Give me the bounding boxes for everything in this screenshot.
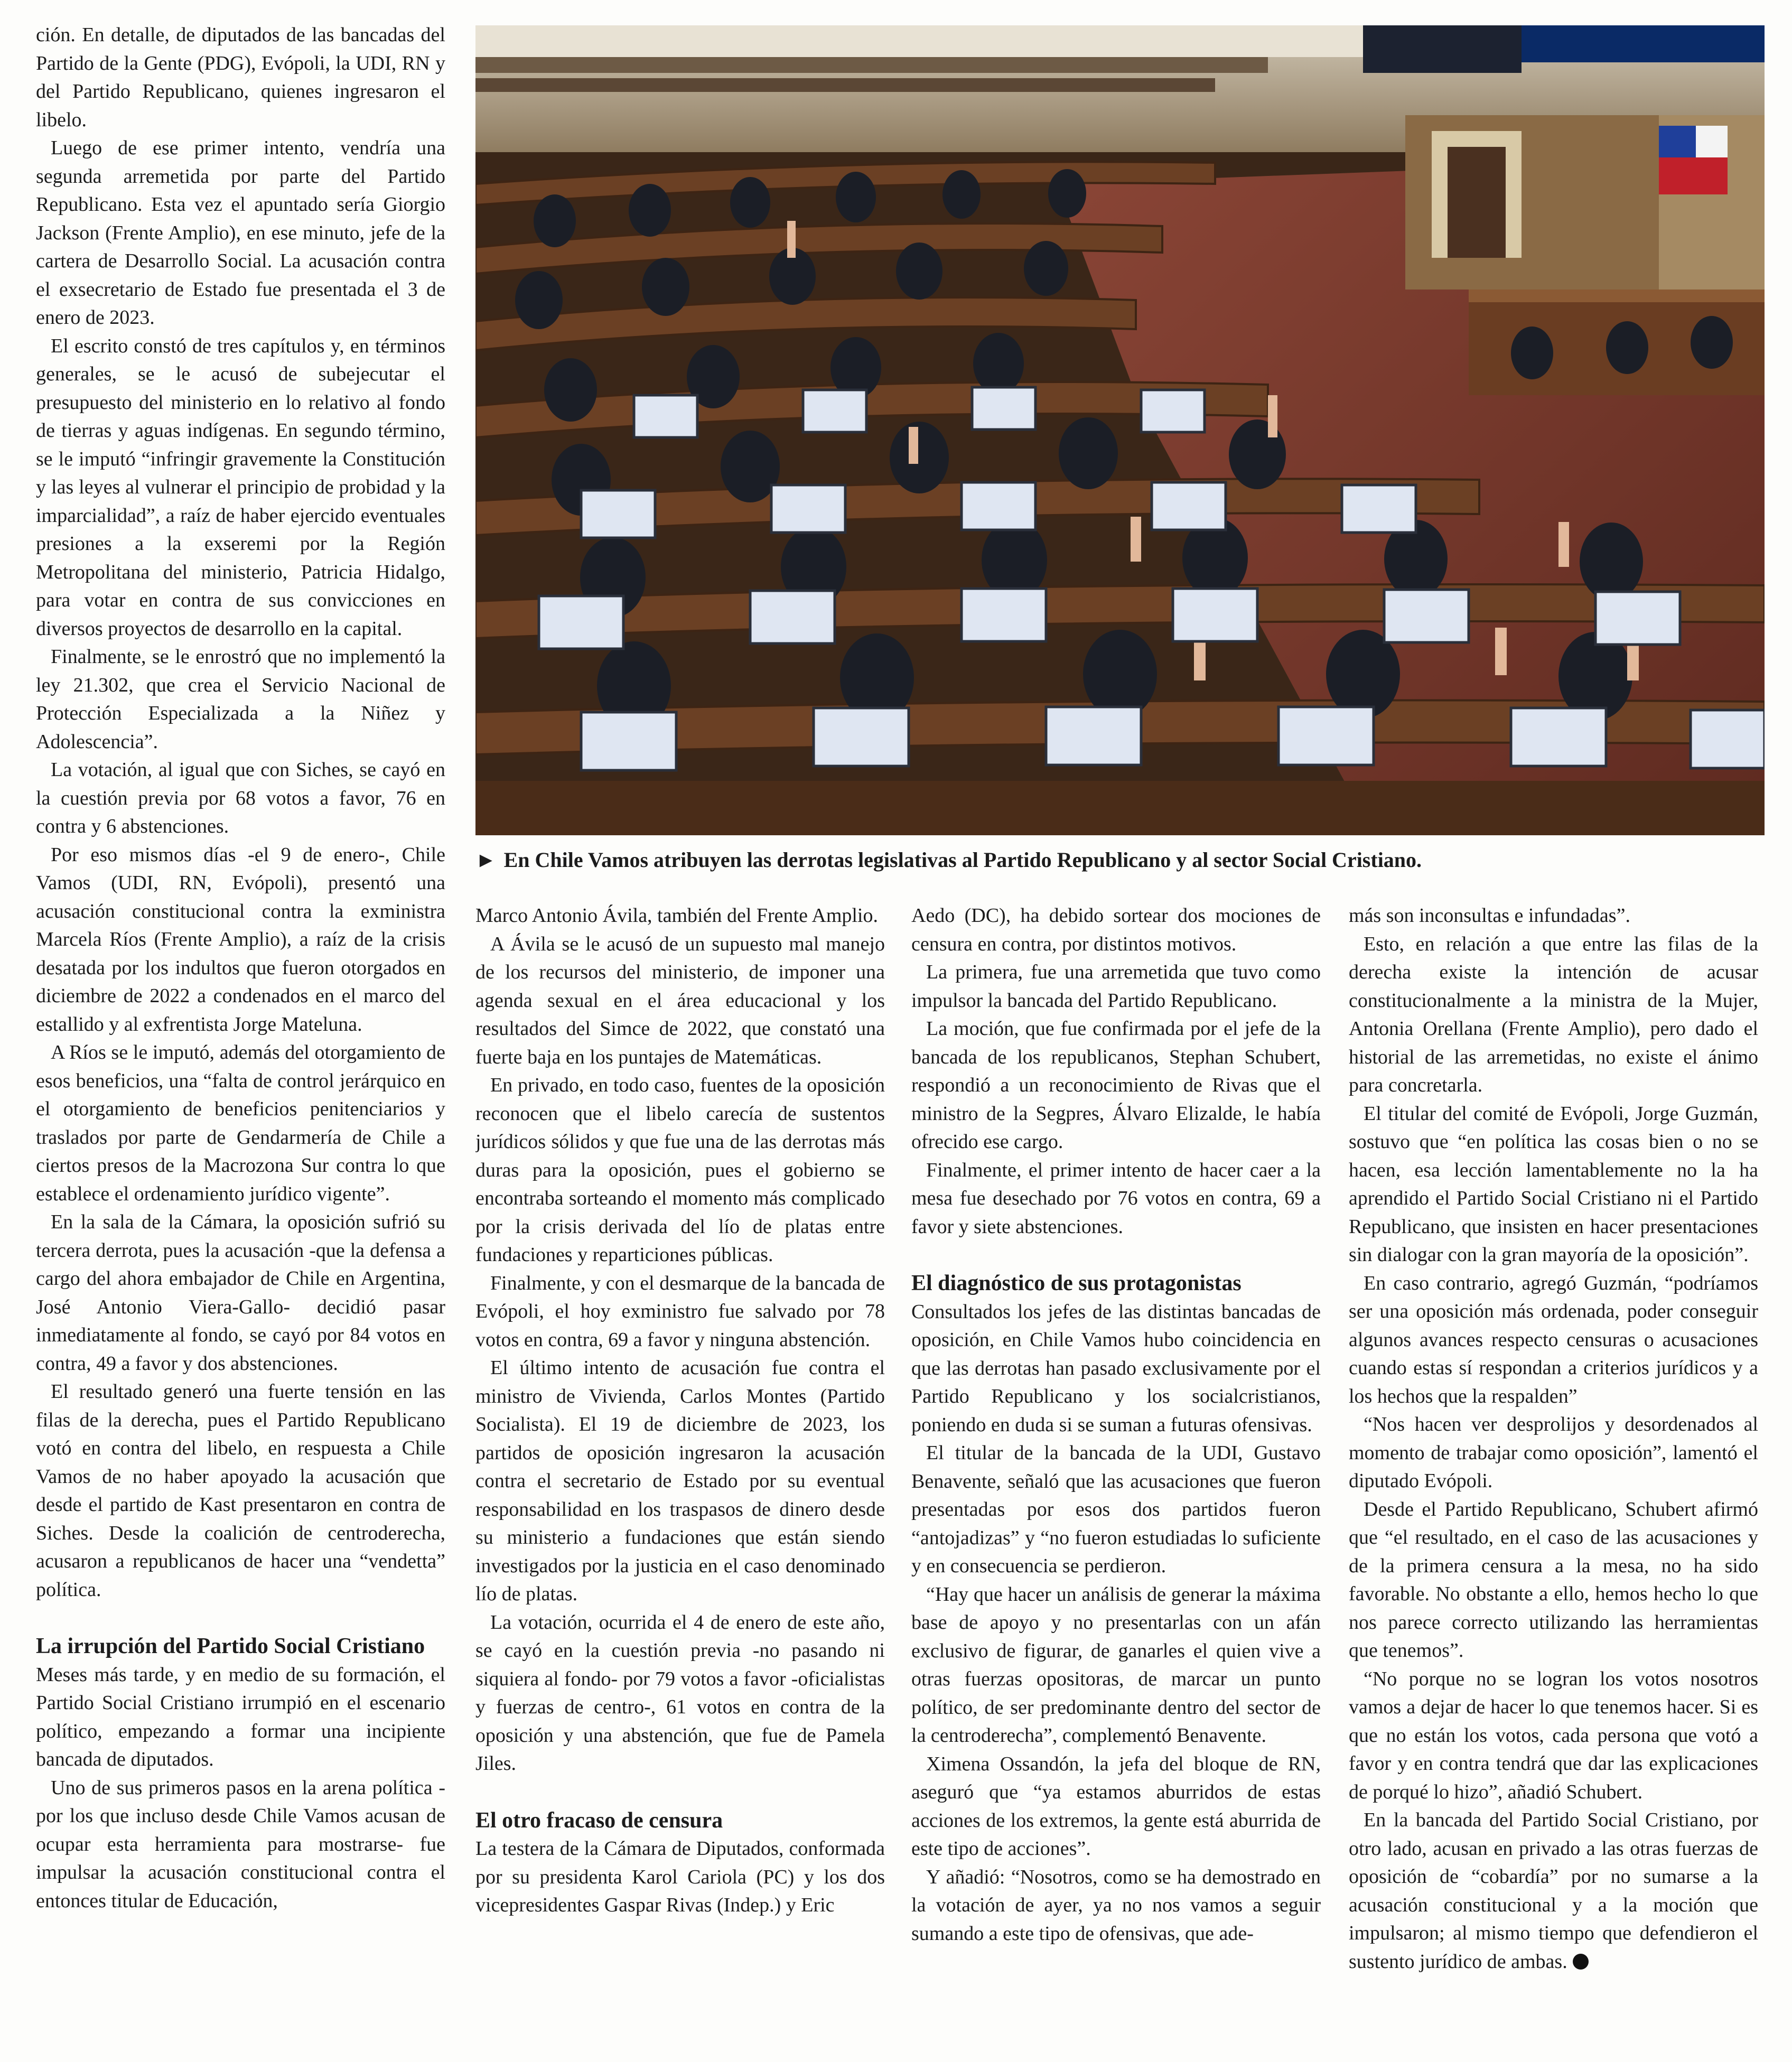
paragraph: más son inconsultas e infundadas”.	[1349, 904, 1630, 927]
paragraph: El resultado generó una fuerte tensión en las filas de la derecha, pues el Partido Republicano votó en contra del libelo, en respuesta a Chile Vamos de no haber apoyado la acusación que desde el partido de Kast presentaron en contra de Siches. Desde la coalición de centroderecha, acusaron a republicanos de hacer una “vendetta” política.	[36, 1380, 445, 1601]
paragraph: El titular del comité de Evópoli, Jorge Guzmán, sostuvo que “en política las cosas bien o no se hacen, esa lección lamentablemente no la ha aprendido el Partido Social Cristiano ni el Partido Republicano, que insisten en hacer presentaciones sin dialogar con la gran mayoría de la oposición”.	[1349, 1102, 1758, 1266]
end-of-article-icon	[1573, 1954, 1589, 1970]
paragraph: Finalmente, el primer intento de hacer caer a la mesa fue desechado por 76 votos en contra, 69 a favor y siete abstenciones.	[911, 1159, 1321, 1238]
paragraph: “No porque no se logran los votos nosotros vamos a dejar de hacer lo que tenemos hacer. Si es que no están los votos, cada persona que votó a favor y en contra tendrá que dar las explicaciones de porqué lo hizo”, añadió Schubert.	[1349, 1667, 1758, 1803]
paragraph: Consultados los jefes de las distintas bancadas de oposición, en Chile Vamos hubo coincidencia en que las derrotas han pasado exclusivamente por el Partido Republicano y los socialcristianos, poniendo en duda si se suman a futuras ofensivas.	[911, 1300, 1321, 1436]
paragraph: A Ávila se le acusó de un supuesto mal manejo de los recursos del ministerio, de imponer una agenda sexual en el área educacional y los resultados del Simce de 2022, que constató una fuerte baja en los puntajes de Matemáticas.	[475, 932, 885, 1068]
paragraph: Y añadió: “Nosotros, como se ha demostrado en la votación de ayer, ya no nos vamos a seguir sumando a este tipo de ofensivas, que ade-	[911, 1865, 1321, 1945]
article-column-4	[1349, 902, 1758, 2055]
paragraph: Finalmente, se le enrostró que no implementó la ley 21.302, que crea el Servicio Nacional de Protección Especializada a la Niñez y Adolescencia”.	[36, 646, 445, 753]
paragraph: La votación, al igual que con Siches, se cayó en la cuestión previa por 68 votos a favor, 76 en contra y 6 abstenciones.	[36, 759, 445, 837]
caption-marker-icon: ►	[475, 848, 497, 872]
article-column-3	[911, 902, 1321, 2055]
paragraph: “Hay que hacer un análisis de generar la máxima base de apoyo y no presentarlas con un afán exclusivo de figurar, de ganarles el quien vive a otras fuerzas opositoras, de marcar un punto político, de ser predominante dentro del sector de la centroderecha”, complementó Benavente.	[911, 1583, 1321, 1747]
paragraph: Finalmente, y con el desmarque de la bancada de Evópoli, el hoy exministro fue salvado por 78 votos en contra, 69 a favor y ninguna abstención.	[475, 1272, 885, 1351]
paragraph: En caso contrario, agregó Guzmán, “podríamos ser una oposición más ordenada, poder conseguir algunos avances respecto censuras o acusaciones cuando estas sí respondan a criterios jurídicos y a los hechos que la respalden”	[1349, 1272, 1758, 1407]
section-heading: El diagnóstico de sus protagonistas	[911, 1271, 1242, 1295]
paragraph: Desde el Partido Republicano, Schubert afirmó que “el resultado, en el caso de las acusaciones y de la primera censura a la mesa, no ha sido favorable. No obstante a ello, hemos hecho lo que nos parece correcto utilizando las herramientas que tenemos”.	[1349, 1498, 1758, 1662]
paragraph: A Ríos se le imputó, además del otorgamiento de esos beneficios, una “falta de control jerárquico en el otorgamiento de beneficios penitenciarios y traslados por parte de Gendarmería de Chile a ciertos presos de la Macrozona Sur contra lo que establece el ordenamiento jurídico vigente”.	[36, 1041, 445, 1205]
photo-caption	[475, 844, 1765, 876]
paragraph: La testera de la Cámara de Diputados, conformada por su presidenta Karol Cariola (PC) y los dos vicepresidentes Gaspar Rivas (Indep.) y Eric	[475, 1837, 885, 1916]
section-heading: El otro fracaso de censura	[475, 1808, 723, 1833]
paragraph: ción. En detalle, de diputados de las bancadas del Partido de la Gente (PDG), Evópoli, la UDI, RN y del Partido Republicano, quienes ingresaron el libelo.	[36, 24, 445, 131]
paragraph: El escrito constó de tres capítulos y, en términos generales, se le acusó de subejecutar el presupuesto del ministerio en lo relativo al fondo de tierras y aguas indígenas. En segundo término, se le imputó “infringir gravemente la Constitución y las leyes al vulnerar el principio de probidad y la imparcialidad”, a raíz de haber ejercido eventuales presiones a la exseremi por la Región Metropolitana del ministerio, Patricia Hidalgo, para votar en contra de sus convicciones en diversos proyectos de desarrollo en la capital.	[36, 334, 445, 640]
chamber-illustration	[475, 25, 1765, 835]
paragraph-text: En la bancada del Partido Social Cristiano, por otro lado, acusan en privado a las otras fuerzas de oposición de “cobardía” por no sumarse a la acusación constitucional y a la moción que impulsaron; al mismo tiempo que defendieron el sustento jurídico de ambas.	[1349, 1809, 1758, 1973]
paragraph: Ximena Ossandón, la jefa del bloque de RN, aseguró que “ya estamos aburridos de estas acciones de los extremos, la gente está aburrida de este tipo de acciones”.	[911, 1752, 1321, 1860]
paragraph: Por eso mismos días -el 9 de enero-, Chile Vamos (UDI, RN, Evópoli), presentó una acusación constitucional contra la exministra Marcela Ríos (Frente Amplio), a raíz de la crisis desatada por los indultos que fueron otorgados en diciembre de 2022 a condenados en el marco del estallido y al exfrentista Jorge Mateluna.	[36, 843, 445, 1035]
paragraph: El último intento de acusación fue contra el ministro de Vivienda, Carlos Montes (Partido Socialista). El 19 de diciembre de 2023, los partidos de oposición ingresaron la acusación contra el secretario de Estado por su eventual responsabilidad en los traspasos de dinero desde su ministerio a fundaciones que están siendo investigados por la justicia en el caso denominado lío de platas.	[475, 1357, 885, 1605]
paragraph: En privado, en todo caso, fuentes de la oposición reconocen que el libelo carecía de sustentos jurídicos sólidos y que fue una de las derrotas más duras para la oposición, pues el gobierno se encontraba sorteando el momento más complicado por la crisis derivada del lío de platas entre fundaciones y reparticiones públicas.	[475, 1074, 885, 1266]
caption-text: En Chile Vamos atribuyen las derrotas legislativas al Partido Republicano y al sector Social Cristiano.	[503, 848, 1422, 872]
paragraph: Esto, en relación a que entre las filas de la derecha existe la intención de acusar constitucionalmente a la ministra de la Mujer, Antonia Orellana (Frente Amplio), pero dado el historial de las arremetidas, no existe el ánimo para concretarla.	[1349, 932, 1758, 1096]
article-column-2	[475, 902, 885, 2055]
paragraph: La primera, fue una arremetida que tuvo como impulsor la bancada del Partido Republicano.	[911, 961, 1321, 1012]
paragraph: Luego de ese primer intento, vendría una segunda arremetida por parte del Partido Republicano. Esta vez el apuntado sería Giorgio Jackson (Frente Amplio), en ese minuto, jefe de la cartera de Desarrollo Social. La acusación contra el exsecretario de Estado fue presentada el 3 de enero de 2023.	[36, 137, 445, 329]
paragraph: La votación, ocurrida el 4 de enero de este año, se cayó en la cuestión previa -no pasando ni siquiera al fondo- por 79 votos a favor -oficialistas y fuerzas de centro-, 61 votos en contra de la oposición y una abstención, que fue de Pamela Jiles.	[475, 1611, 885, 1775]
paragraph: En la sala de la Cámara, la oposición sufrió su tercera derrota, pues la acusación -que la defensa a cargo del ahora embajador de Chile en Argentina, José Antonio Viera-Gallo- decidió pasar inmediatamente al fondo, se cayó por 84 votos en contra, 49 a favor y dos abstenciones.	[36, 1211, 445, 1375]
paragraph: Uno de sus primeros pasos en la arena política -por los que incluso desde Chile Vamos acusan de ocupar esta herramienta para mostrarse- fue impulsar la acusación constitucional contra el entonces titular de Educación,	[36, 1776, 445, 1912]
section-heading: La irrupción del Partido Social Cristiano	[36, 1634, 425, 1658]
paragraph: La moción, que fue confirmada por el jefe de la bancada de los republicanos, Stephan Schubert, respondió a un reconocimiento de Rivas que el ministro de la Segpres, Álvaro Elizalde, le había ofrecido ese cargo.	[911, 1018, 1321, 1153]
paragraph: Aedo (DC), ha debido sortear dos mociones de censura en contra, por distintos motivos.	[911, 904, 1321, 955]
paragraph: Marco Antonio Ávila, también del Frente Amplio.	[475, 904, 878, 927]
paragraph: Meses más tarde, y en medio de su formación, el Partido Social Cristiano irrumpió en el escenario político, empezando a formar una incipiente bancada de diputados.	[36, 1663, 445, 1770]
chamber-photo	[475, 25, 1765, 835]
paragraph: El titular de la bancada de la UDI, Gustavo Benavente, señaló que las acusaciones que fueron presentadas por esos dos partidos fueron “antojadizas” y “no fueron estudiadas lo suficiente y en consecuencia se perdieron.	[911, 1442, 1321, 1577]
article-column-1	[36, 21, 445, 2055]
paragraph: “Nos hacen ver desprolijos y desordenados al momento de trabajar como oposición”, lamentó el diputado Evópoli.	[1349, 1413, 1758, 1492]
paragraph	[1349, 1806, 1758, 1976]
